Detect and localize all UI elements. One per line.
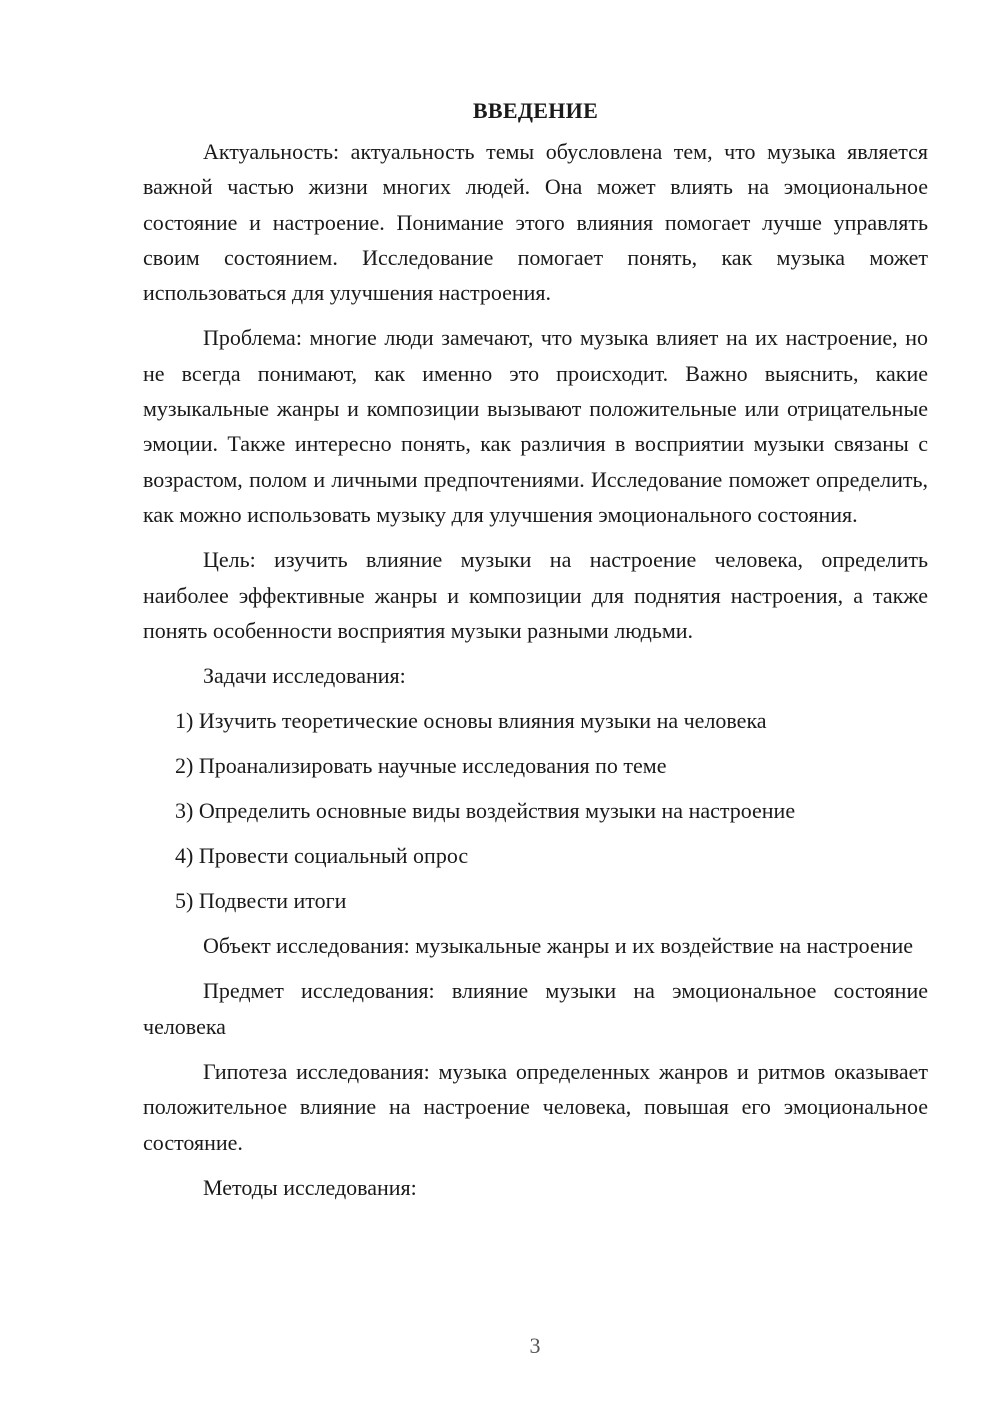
methods-heading: Методы исследования: <box>203 1174 417 1200</box>
subject-paragraph: Предмет исследования: влияние музыки на эмоциональное состояние человека <box>143 978 928 1039</box>
relevance-paragraph: Актуальность: актуальность темы обусловлена тем, что музыка является важной частью жизни многих людей. Она может влиять на эмоциональное состояние и настроение. Понимание этого влияния помогает лучше управлять своим состоянием. Исследование помогает понять, как музыка может использоваться для улучшения настроения. <box>143 139 928 306</box>
hypothesis-paragraph: Гипотеза исследования: музыка определенных жанров и ритмов оказывает положительное влияние на настроение человека, повышая его эмоциональное состояние. <box>143 1059 928 1155</box>
task-item: 3) Определить основные виды воздействия музыки на настроение <box>175 798 796 824</box>
task-item: 5) Подвести итоги <box>175 888 347 914</box>
tasks-heading: Задачи исследования: <box>203 663 406 689</box>
goal-paragraph: Цель: изучить влияние музыки на настроение человека, определить наиболее эффективные жанры и композиции для поднятия настроения, а также понять особенности восприятия музыки разными людьми. <box>143 547 928 643</box>
page-number: 3 <box>529 1333 541 1358</box>
page-title: ВВЕДЕНИЕ <box>472 98 599 123</box>
tasks-list <box>143 703 928 918</box>
task-item: 2) Проанализировать научные исследования по теме <box>175 753 667 779</box>
problem-paragraph: Проблема: многие люди замечают, что музыка влияет на их настроение, но не всегда понимают, как именно это происходит. Важно выяснить, какие музыкальные жанры и композиции вызывают положительные или отрицательные эмоции. Также интересно понять, как различия в восприятии музыки связаны с возрастом, полом и личными предпочтениями. Исследование поможет определить, как можно использовать музыку для улучшения эмоционального состояния. <box>143 325 928 527</box>
document-page <box>143 96 928 1215</box>
task-item: 1) Изучить теоретические основы влияния музыки на человека <box>175 708 767 734</box>
task-item: 4) Провести социальный опрос <box>175 843 469 869</box>
object-paragraph: Объект исследования: музыкальные жанры и их воздействие на настроение <box>203 933 914 959</box>
